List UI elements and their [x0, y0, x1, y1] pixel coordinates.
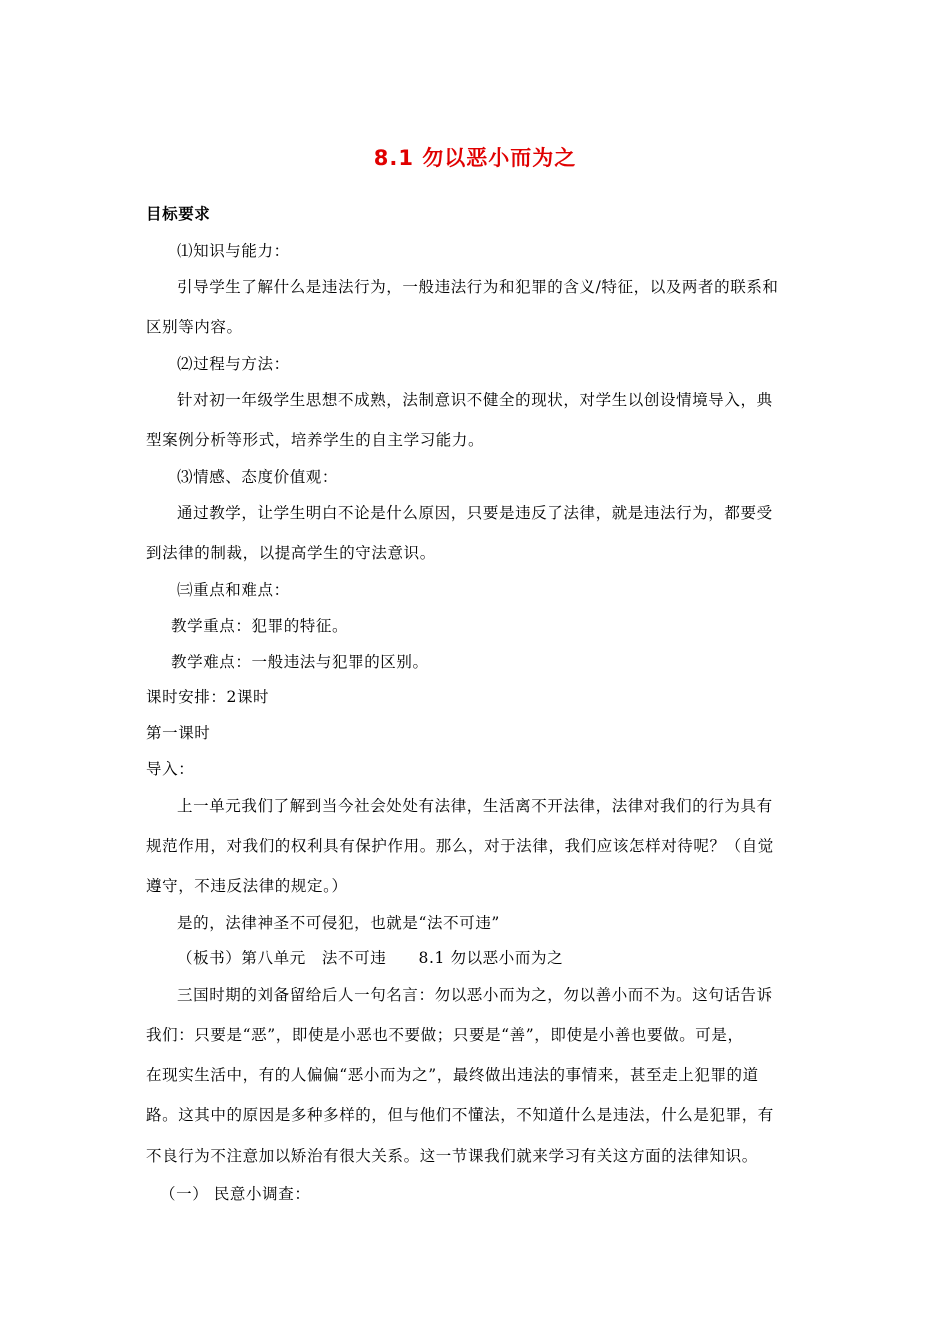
- paragraph-line: 遵守，不违反法律的规定。）: [146, 877, 348, 895]
- paragraph-line: 上一单元我们了解到当今社会处处有法律，生活离不开法律，法律对我们的行为具有: [177, 797, 773, 815]
- subheading-emotion: ⑶情感、态度价值观：: [177, 468, 339, 486]
- paragraph-line: 到法律的制裁，以提高学生的守法意识。: [146, 544, 436, 562]
- paragraph-line: 是的，法律神圣不可侵犯，也就是“法不可违”: [177, 914, 500, 932]
- paragraph-line: 路。这其中的原因是多种多样的，但与他们不懂法，不知道什么是违法，什么是犯罪，有: [146, 1106, 774, 1124]
- subheading-survey: （一） 民意小调查：: [160, 1185, 311, 1203]
- paragraph-line: 课时安排：2课时: [146, 688, 270, 706]
- paragraph-line: 不良行为不注意加以矫治有很大关系。这一节课我们就来学习有关这方面的法律知识。: [146, 1147, 758, 1165]
- subheading-key-points: ㈢重点和难点：: [177, 581, 290, 599]
- paragraph-line: 三国时期的刘备留给后人一句名言：勿以恶小而为之，勿以善小而不为。这句话告诉: [177, 986, 773, 1004]
- subheading-knowledge: ⑴知识与能力：: [177, 242, 290, 260]
- paragraph-line: 型案例分析等形式，培养学生的自主学习能力。: [146, 431, 485, 449]
- paragraph-line: （板书）第八单元 法不可违 8.1 勿以恶小而为之: [177, 949, 564, 967]
- paragraph-line: 引导学生了解什么是违法行为，一般违法行为和犯罪的含义/特征，以及两者的联系和: [177, 278, 779, 296]
- paragraph-line: 区别等内容。: [146, 318, 243, 336]
- paragraph-line: 第一课时: [146, 724, 211, 742]
- paragraph-line: 针对初一年级学生思想不成熟，法制意识不健全的现状，对学生以创设情境导入，典: [177, 391, 773, 409]
- paragraph-line: 教学重点：犯罪的特征。: [171, 617, 349, 635]
- paragraph-line: 教学难点：一般违法与犯罪的区别。: [171, 653, 429, 671]
- paragraph-line: 通过教学，让学生明白不论是什么原因，只要是违反了法律，就是违法行为，都要受: [177, 504, 773, 522]
- paragraph-line: 我们：只要是“恶”，即使是小恶也不要做；只要是“善”，即使是小善也要做。可是，: [146, 1026, 744, 1044]
- paragraph-line: 在现实生活中，有的人偏偏“恶小而为之”，最终做出违法的事情来，甚至走上犯罪的道: [146, 1066, 759, 1084]
- page-title: 8.1 勿以恶小而为之: [373, 146, 577, 170]
- paragraph-line: 导入：: [146, 760, 195, 778]
- section-heading-goals: 目标要求: [146, 205, 211, 223]
- paragraph-line: 规范作用，对我们的权利具有保护作用。那么，对于法律，我们应该怎样对待呢？（自觉: [146, 837, 774, 855]
- subheading-process: ⑵过程与方法：: [177, 355, 290, 373]
